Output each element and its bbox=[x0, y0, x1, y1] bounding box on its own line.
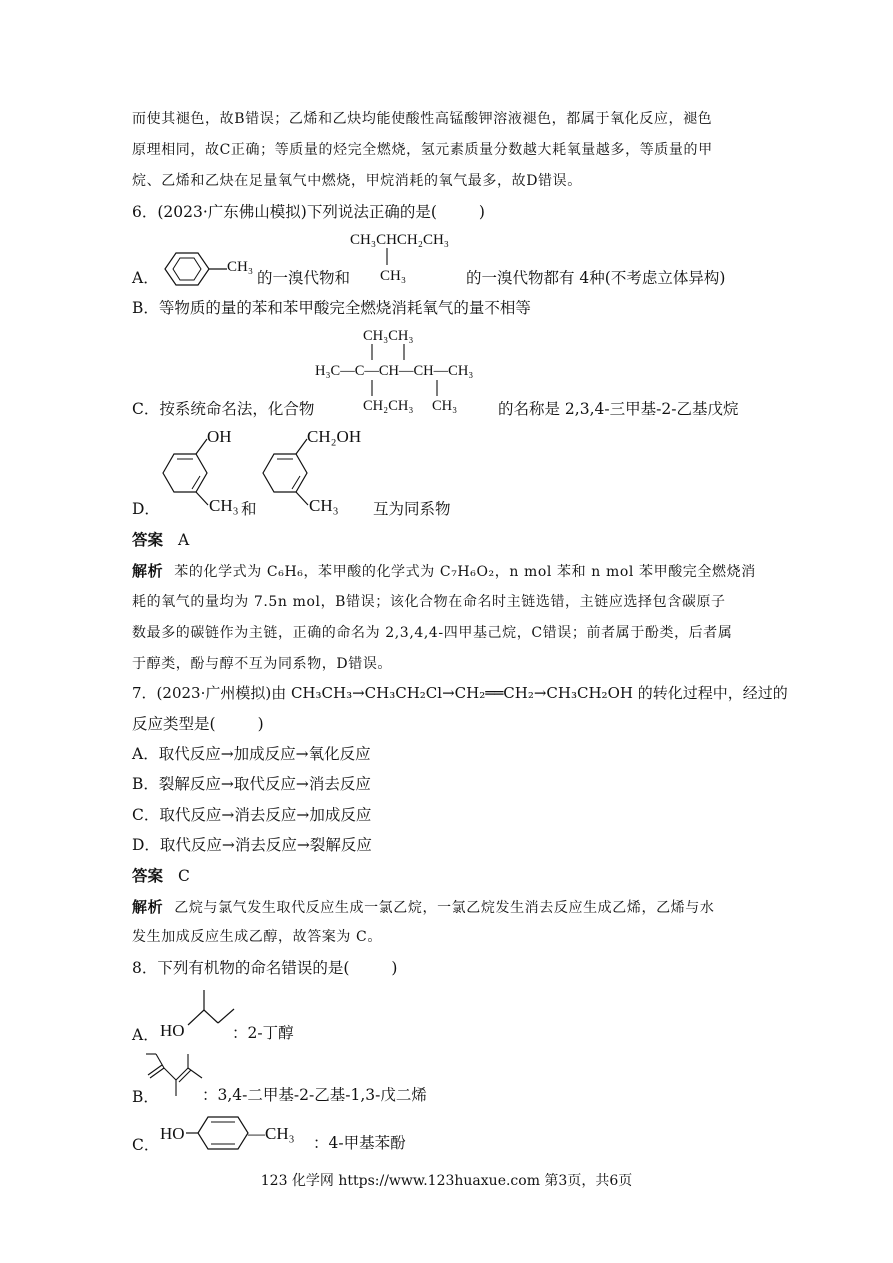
q6-option-a-mid: 的一溴代物和 bbox=[257, 269, 351, 287]
q6-option-d-and: 和 bbox=[241, 500, 257, 518]
top-substituents: CH₃CH₃ bbox=[363, 328, 414, 344]
page-footer: 123 化学网 https://www.123huaxue.com 第3页，共6页 bbox=[260, 1173, 633, 1189]
q8-option-b-name: ：3,4-二甲基-2-乙基-1,3-戊二烯 bbox=[202, 1086, 427, 1104]
answer-label: 答案 bbox=[132, 530, 164, 549]
ch3-label: CH₃ bbox=[227, 259, 254, 275]
explanation-line: 烷、乙烯和乙炔在足量氧气中燃烧，甲烷消耗的氧气最多，故D错误。 bbox=[132, 173, 582, 189]
q6-option-c-label: C．按系统命名法，化合物 bbox=[132, 400, 315, 418]
explanation-line: 数最多的碳链作为主链，正确的命名为 2,3,4,4-四甲基己烷，C错误；前者属于酚类，后者属 bbox=[132, 625, 733, 641]
main-chain: H₃C—C—CH—CH—CH₃ bbox=[315, 363, 474, 379]
bottom-left-substituent: CH₂CH₃ bbox=[363, 398, 414, 414]
ho-label: HO bbox=[160, 1124, 185, 1143]
q7-option-d: D．取代反应→消去反应→裂解反应 bbox=[132, 836, 372, 854]
ch3-label: —CH₃ bbox=[248, 1124, 295, 1143]
q8-stem: 8．下列有机物的命名错误的是( ) bbox=[132, 959, 398, 977]
ho-label: HO bbox=[160, 1021, 185, 1040]
q6-answer bbox=[132, 530, 189, 550]
ch2oh-label: CH₂OH bbox=[307, 427, 362, 446]
branch-ch3-label: CH₃ bbox=[380, 268, 407, 284]
q7-option-a: A．取代反应→加成反应→氧化反应 bbox=[132, 745, 371, 763]
explanation-line: 而使其褪色，故B错误；乙烯和乙炔均能使酸性高锰酸钾溶液褪色，都属于氧化反应，褪色 bbox=[132, 111, 713, 127]
explanation-label: 解析 bbox=[132, 898, 164, 916]
q7-explanation: 解析 乙烷与氯气发生取代反应生成一氯乙烷，一氯乙烷发生消去反应生成乙烯，乙烯与水 bbox=[132, 898, 715, 916]
q6-option-d-end: 互为同系物 bbox=[373, 500, 451, 518]
q6-option-c-end: 的名称是 2,3,4-三甲基-2-乙基戊烷 bbox=[498, 400, 739, 418]
2-methylbutane-structure bbox=[350, 228, 470, 288]
main-chain-label: CH₃CHCH₂CH₃ bbox=[350, 232, 450, 248]
explanation-line: 于醇类，酚与醇不互为同系物，D错误。 bbox=[132, 656, 393, 672]
q7-option-c: C．取代反应→消去反应→加成反应 bbox=[132, 806, 372, 824]
q6-option-a-end: 的一溴代物都有 4种(不考虑立体异构) bbox=[466, 269, 726, 287]
p-cresol-structure bbox=[158, 1113, 318, 1153]
q7-answer bbox=[132, 866, 190, 886]
answer-value: A bbox=[177, 531, 190, 549]
ch3-label: CH₃ bbox=[309, 496, 339, 515]
q8-option-a-label: A． bbox=[132, 1026, 159, 1044]
q8-option-b-label: B． bbox=[132, 1088, 159, 1106]
ch3-label: CH₃ bbox=[209, 496, 239, 515]
q6-option-d-label: D． bbox=[132, 500, 160, 518]
q7-stem-line2: 反应类型是( ) bbox=[132, 715, 264, 733]
q6-option-b: B．等物质的量的苯和苯甲酸完全燃烧消耗氧气的量不相等 bbox=[132, 299, 531, 317]
q7-stem-line1: 7．(2023·广州模拟)由 CH₃CH₃→CH₃CH₂Cl→CH₂══CH₂→CH₃CH₂OH 的转化过程中，经过的 bbox=[132, 684, 788, 702]
q8-option-c-label: C． bbox=[132, 1136, 160, 1154]
explanation-line: 原理相同，故C正确；等质量的烃完全燃烧，氢元素质量分数越大耗氧量越多，等质量的甲 bbox=[132, 142, 713, 158]
answer-label: 答案 bbox=[132, 866, 164, 885]
q8-option-c-name: ：4-甲基苯酚 bbox=[313, 1134, 406, 1152]
answer-value: C bbox=[177, 867, 190, 885]
q6-explanation: 解析 苯的化学式为 C₆H₆，苯甲酸的化学式为 C₇H₆O₂，n mol 苯和 n mol 苯甲酸完全燃烧消 bbox=[132, 562, 756, 580]
o-cresol-structure bbox=[153, 423, 253, 518]
q6-option-a-label: A． bbox=[132, 269, 159, 287]
q7-option-b: B．裂解反应→取代反应→消去反应 bbox=[132, 775, 371, 793]
2-butanol-skeletal-structure bbox=[158, 985, 238, 1045]
2-methylbenzyl-alcohol-structure bbox=[255, 423, 385, 518]
q8-option-a-name: ：2-丁醇 bbox=[232, 1024, 294, 1042]
diene-skeletal-structure bbox=[144, 1050, 210, 1102]
explanation-label: 解析 bbox=[132, 562, 164, 580]
toluene-structure bbox=[155, 244, 260, 294]
bottom-right-substituent: CH₃ bbox=[432, 398, 458, 414]
q6-stem: 6．(2023·广东佛山模拟)下列说法正确的是( ) bbox=[132, 203, 485, 221]
oh-label: OH bbox=[207, 427, 232, 446]
explanation-line: 发生加成反应生成乙醇，故答案为 C。 bbox=[132, 929, 382, 945]
explanation-line: 耗的氧气的量均为 7.5n mol，B错误；该化合物在命名时主链选错，主链应选择包含碳原子 bbox=[132, 594, 726, 610]
branched-alkane-structure bbox=[315, 322, 505, 417]
